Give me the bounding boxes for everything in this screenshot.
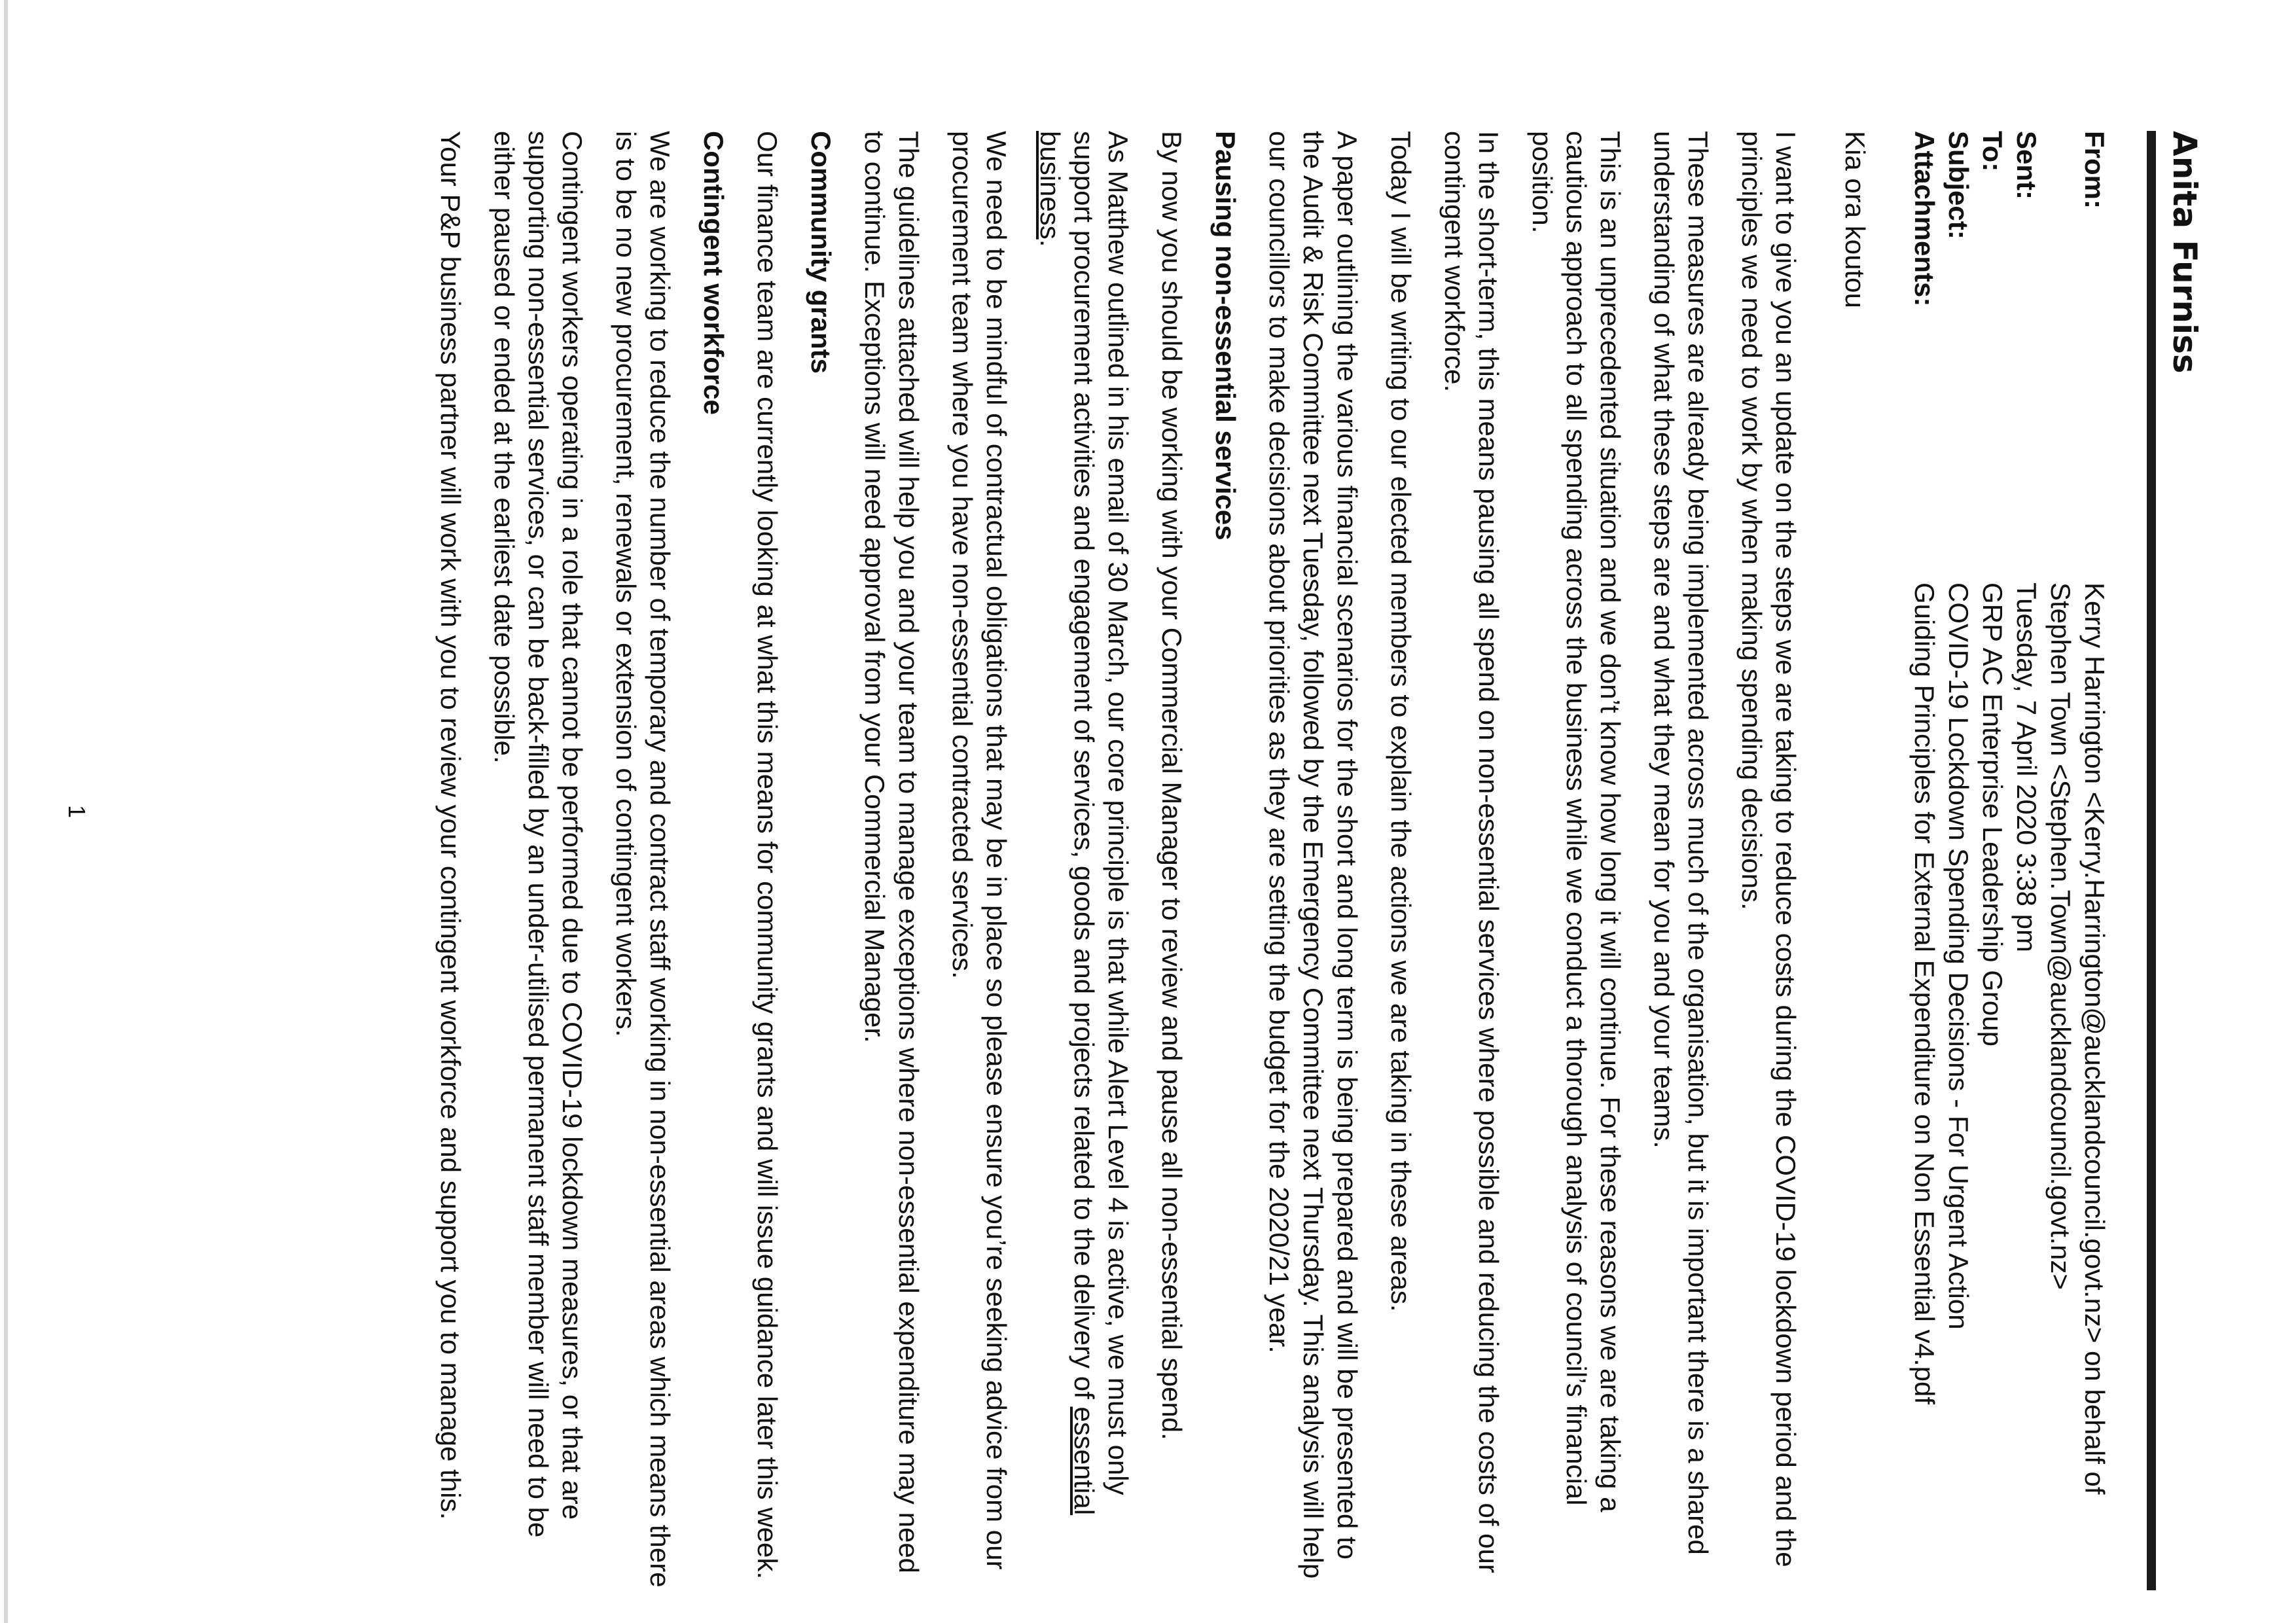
attachments-row — [1907, 131, 1941, 1495]
attachments-value: Guiding Principles for External Expenditure on Non Essential v4.pdf — [1909, 582, 1940, 1405]
paragraph-elected-members: Today I will be writing to our elected members to explain the actions we are taking in these areas. — [1386, 131, 1416, 1312]
greeting: Kia ora koutou — [1840, 131, 1871, 308]
email-content — [414, 131, 2204, 1590]
sent-row — [2009, 131, 2043, 1495]
attachments-label: Attachments: — [1909, 131, 1940, 307]
paragraph-intro: I want to give you an update on the steps we are taking to reduce costs during the COVID-19 lockdown period and the principles we need to work by when making spending decisions. — [1736, 131, 1801, 1567]
from-label: From: — [2079, 131, 2110, 209]
heading-contingent-workforce: Contingent workforce — [698, 131, 729, 416]
paragraph-core-principle — [1033, 131, 1135, 1590]
from-value — [2043, 582, 2111, 1495]
paragraph-measures: These measures are already being implemented across much of the organisation, but it is important there is a shared understanding of what these steps are and what they mean for you and your teams. — [1649, 131, 1713, 1555]
core-principle-text: As Matthew outlined in his email of 30 March, our core principle is that while Alert Level 4 is active, we must only support procurement activities and engagement of services, goods and projects related to the delivery of — [1069, 131, 1134, 1495]
to-value: GRP AC Enterprise Leadership Group — [1977, 582, 2008, 1046]
core-principle-end: . — [1035, 239, 1066, 247]
paragraph-short-term: In the short-term, this means pausing all spend on non-essential services where possible and reducing the costs of our contingent workforce. — [1439, 131, 1504, 1573]
sent-value: Tuesday, 7 April 2020 3:38 pm — [2011, 582, 2042, 953]
to-label: To: — [1977, 131, 2008, 172]
essential-business-text: essential business — [1035, 131, 1100, 1516]
page-number: 1 — [63, 804, 90, 819]
paragraph-financial-scenarios: A paper outlining the various financial scenarios for the short and long term is being prepared and will be presented to the Audit & Risk Committee next Tuesday, followed by the Emergency Committee next Thursday. This analysis will help our councillors to make decisions about priorities as they are setting the budget for the 2020/21 year. — [1264, 131, 1363, 1579]
subject-value: COVID-19 Lockdown Spending Decisions - For Urgent Action — [1943, 582, 1974, 1330]
scan-edge — [4, 0, 8, 1623]
from-value-line2: Stephen Town <Stephen.Town@aucklandcouncil.govt.nz> — [2045, 582, 2076, 1290]
sent-label: Sent: — [2011, 131, 2042, 200]
paragraph-business-partner: Your P&P business partner will work with you to review your contingent workforce and support you to manage this. — [435, 131, 466, 1520]
paragraph-contractual: We need to be mindful of contractual obligations that may be in place so please ensure you’re seeking advice from our procurement team where you have non-essential contracted services. — [947, 131, 1012, 1570]
paragraph-reduce-temporary: We are working to reduce the number of temporary and contract staff working in non-essential areas which means there is to be no new procurement, renewals or extension of contingent workers. — [611, 131, 675, 1588]
paragraph-unprecedented: This is an unprecedented situation and we don’t know how long it will continue. For these reasons we are taking a cautious approach to all spending across the business while we conduct a thorough analysis of council’s financial position. — [1527, 131, 1626, 1512]
to-row — [1975, 131, 2009, 1495]
sender-name: Anita Furniss — [2147, 131, 2204, 1590]
paragraph-grants: Our finance team are currently looking at what this means for community grants and will issue guidance later this week. — [752, 131, 783, 1580]
paragraph-commercial-manager: By now you should be working with your Commercial Manager to review and pause all non-essential spend. — [1157, 131, 1187, 1440]
subject-label: Subject: — [1943, 131, 1974, 240]
paragraph-guidelines: The guidelines attached will help you and your team to manage exceptions where non-essential expenditure may need to continue. Exceptions will need approval from your Commercial Manager. — [859, 131, 924, 1574]
email-header — [1907, 131, 2111, 1495]
heading-community-grants: Community grants — [806, 131, 836, 374]
from-value-line1: Kerry Harrington <Kerry.Harrington@aucklandcouncil.govt.nz> on behalf of — [2079, 582, 2110, 1495]
from-row — [2043, 131, 2111, 1495]
subject-row — [1941, 131, 1975, 1495]
paragraph-contingent-workers: Contingent workers operating in a role that cannot be performed due to COVID-19 lockdown measures, or that are supporting non-essential services, or can be back-filled by an under-utilised permanent staff member will need to be either paused or ended at the earliest date possible. — [489, 131, 588, 1538]
heading-pausing: Pausing non-essential services — [1210, 131, 1241, 541]
